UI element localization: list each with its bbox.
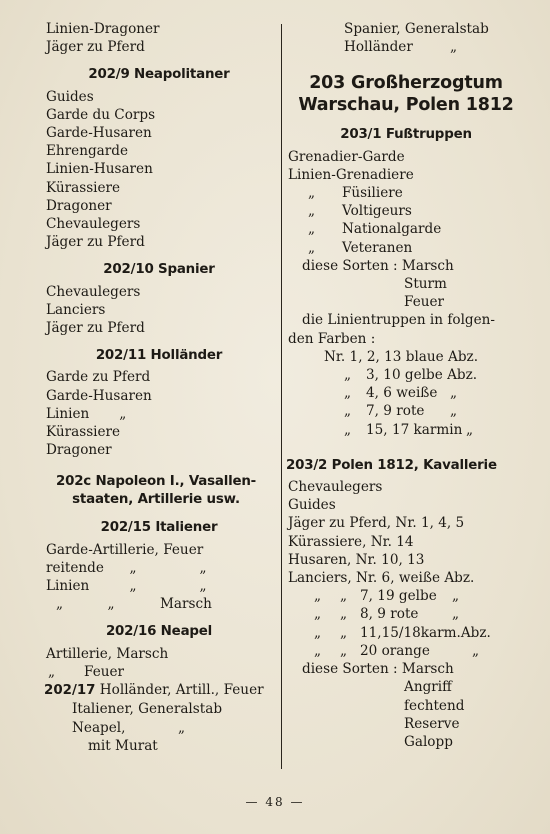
list-item: Kürassiere, Nr. 14 — [288, 533, 414, 550]
list-item-text: Füsiliere — [342, 185, 403, 202]
list-item — [46, 577, 272, 595]
list-item: Kürassiere — [46, 179, 121, 196]
list-item — [288, 624, 524, 642]
list-item: Guides — [288, 497, 336, 514]
ditto-mark: „ — [199, 559, 207, 576]
list-item: Husaren, Nr. 10, 13 — [288, 551, 425, 568]
section-heading: 202/11 Holländer — [95, 348, 223, 364]
ditto-mark: „ — [48, 663, 56, 680]
list-item-text: Nationalgarde — [342, 221, 442, 238]
list-item: Garde zu Pferd — [46, 369, 151, 386]
list-item: diese Sorten : Marsch — [302, 257, 454, 274]
section-heading: 203/2 Polen 1812, Kavallerie — [286, 457, 497, 473]
ditto-mark: „ — [344, 421, 352, 438]
list-item — [288, 605, 524, 623]
ditto-mark: „ — [452, 588, 460, 605]
entry-number: 202/17 — [44, 683, 96, 699]
list-item: Linien-Husaren — [46, 161, 153, 178]
list-item: Chevaulegers — [46, 216, 141, 233]
list-item-text: Holländer, Artill., Feuer — [95, 682, 264, 699]
ditto-mark: „ — [344, 403, 352, 420]
ditto-mark: „ — [129, 578, 137, 595]
list-item — [288, 642, 524, 660]
ditto-mark: „ — [466, 421, 474, 438]
list-item: Chevaulegers — [46, 283, 141, 300]
ditto-mark: „ — [340, 642, 348, 659]
list-item-text: Feuer — [84, 663, 125, 680]
list-item — [288, 421, 524, 439]
list-item: Feuer — [404, 294, 445, 311]
section-heading: 202/10 Spanier — [103, 262, 215, 278]
list-item: Jäger zu Pferd — [46, 39, 145, 56]
list-item: Chevaulegers — [288, 479, 383, 496]
list-item — [288, 184, 524, 202]
list-item: Jäger zu Pferd — [46, 320, 145, 337]
ditto-mark: „ — [344, 385, 352, 402]
list-item: Garde-Husaren — [46, 125, 152, 142]
left-column — [46, 20, 272, 755]
list-item-text: 7, 9 rote — [366, 403, 425, 420]
ditto-mark: „ — [56, 596, 64, 613]
ditto-mark: „ — [119, 405, 127, 422]
list-item: Linien-Dragoner — [46, 21, 160, 37]
list-item — [46, 663, 272, 681]
list-item: Dragoner — [46, 197, 112, 214]
page-number: — 48 — — [245, 795, 305, 809]
ditto-mark: „ — [199, 578, 207, 595]
list-item: diese Sorten : Marsch — [302, 661, 454, 678]
list-item: den Farben : — [288, 330, 376, 347]
list-item-text: 20 orange — [360, 642, 430, 659]
list-item-text: Veteranen — [342, 239, 413, 256]
list-item — [288, 220, 524, 238]
list-item: Linien-Grenadiere — [288, 166, 414, 183]
list-item-text: reitende — [46, 559, 104, 576]
ditto-mark: „ — [178, 719, 186, 736]
list-item: mit Murat — [88, 737, 158, 754]
ditto-mark: „ — [450, 39, 458, 56]
list-item: Sturm — [404, 276, 447, 293]
list-item — [46, 719, 272, 737]
ditto-mark: „ — [452, 606, 460, 623]
list-item — [288, 384, 524, 402]
list-item: die Linientruppen in folgen- — [302, 312, 496, 329]
ditto-mark: „ — [107, 596, 115, 613]
right-column — [288, 20, 524, 751]
list-item: Ehrengarde — [46, 143, 129, 160]
section-heading-line: 203 Großherzogtum — [309, 73, 503, 94]
list-item — [46, 559, 272, 577]
list-item: Garde du Corps — [46, 106, 156, 123]
list-item: Reserve — [404, 715, 460, 732]
list-item-text: Holländer — [344, 39, 413, 56]
section-heading — [40, 473, 272, 509]
ditto-mark: „ — [308, 203, 316, 220]
list-item: Lanciers — [46, 301, 106, 318]
list-item — [46, 595, 272, 613]
section-heading: 203/1 Fußtruppen — [340, 127, 472, 143]
list-item: Dragoner — [46, 442, 112, 459]
ditto-mark: „ — [450, 385, 458, 402]
list-item: fechtend — [404, 697, 465, 714]
list-item-text: 4, 6 weiße — [366, 385, 438, 402]
list-item: Spanier, Generalstab — [344, 21, 489, 37]
list-item: Garde-Artillerie, Feuer — [46, 541, 204, 558]
list-item: Grenadier-Garde — [288, 148, 405, 165]
list-item: Jäger zu Pferd, Nr. 1, 4, 5 — [288, 515, 465, 532]
section-heading-line: staaten, Artillerie usw. — [72, 492, 240, 508]
section-heading: 202/16 Neapel — [105, 624, 213, 640]
ditto-mark: „ — [308, 239, 316, 256]
ditto-mark: „ — [472, 642, 480, 659]
list-item-text: 15, 17 karmin — [366, 421, 463, 438]
ditto-mark: „ — [314, 642, 322, 659]
list-item — [288, 239, 524, 257]
list-item — [288, 587, 524, 605]
ditto-mark: „ — [450, 403, 458, 420]
list-item: Lanciers, Nr. 6, weiße Abz. — [288, 570, 475, 587]
list-item — [288, 402, 524, 420]
list-item-text: Linien — [46, 405, 90, 422]
ditto-mark: „ — [314, 588, 322, 605]
list-item-text: 3, 10 gelbe Abz. — [366, 367, 478, 384]
ditto-mark: „ — [314, 624, 322, 641]
list-item — [288, 202, 524, 220]
ditto-mark: „ — [308, 185, 316, 202]
list-item-text: Linien — [46, 578, 90, 595]
ditto-mark: „ — [308, 221, 316, 238]
list-item-text: Neapel, — [72, 719, 126, 736]
section-heading — [288, 72, 524, 116]
list-item: Nr. 1, 2, 13 blaue Abz. — [324, 348, 479, 365]
list-item-text: Marsch — [160, 596, 212, 613]
ditto-mark: „ — [340, 624, 348, 641]
ditto-mark: „ — [344, 367, 352, 384]
ditto-mark: „ — [340, 606, 348, 623]
list-item — [46, 405, 272, 423]
section-heading: 202/15 Italiener — [100, 520, 218, 536]
list-item: Galopp — [404, 733, 453, 750]
list-item-text: 8, 9 rote — [360, 606, 419, 623]
section-heading: 202/9 Neapolitaner — [88, 67, 230, 83]
section-heading-line: Warschau, Polen 1812 — [298, 95, 514, 116]
column-divider — [281, 24, 282, 769]
list-item — [288, 38, 524, 56]
list-item: Italiener, Generalstab — [72, 701, 223, 718]
list-item: Kürassiere — [46, 424, 121, 441]
list-item — [288, 366, 524, 384]
list-item: Jäger zu Pferd — [46, 234, 145, 251]
list-item: Garde-Husaren — [46, 387, 152, 404]
section-heading-line: 202c Napoleon I., Vasallen- — [55, 474, 257, 490]
ditto-mark: „ — [129, 559, 137, 576]
list-item-text: 11,15/18karm.Abz. — [360, 624, 491, 641]
list-item-text: 7, 19 gelbe — [360, 588, 437, 605]
ditto-mark: „ — [340, 588, 348, 605]
list-item-text: Voltigeurs — [342, 203, 412, 220]
list-item: Angriff — [404, 679, 452, 696]
list-item — [44, 681, 272, 700]
list-item: Guides — [46, 88, 94, 105]
ditto-mark: „ — [314, 606, 322, 623]
list-item: Artillerie, Marsch — [46, 645, 169, 662]
